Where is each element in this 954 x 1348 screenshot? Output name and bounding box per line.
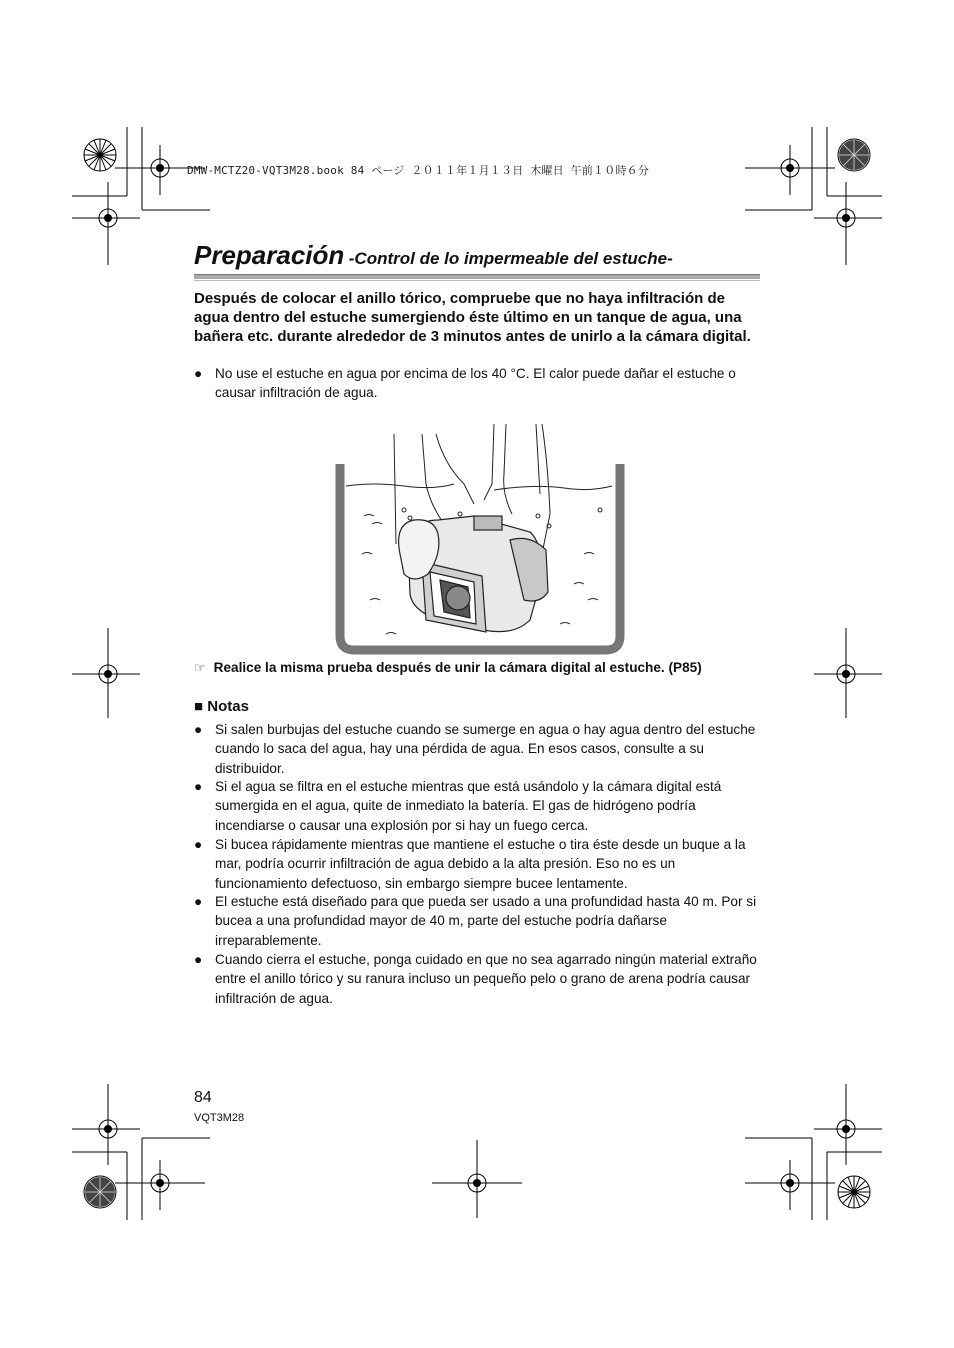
document-code: VQT3M28 <box>194 1112 245 1124</box>
bullet-icon: ● <box>194 779 203 794</box>
water-tank-illustration <box>334 424 624 656</box>
page-number: 84 <box>194 1089 212 1106</box>
notes-heading-text: Notas <box>207 698 249 715</box>
note-text: Si bucea rápidamente mientras que mantiene el estuche o tira éste desde un buque a la mar, podría ocurrir infiltración de agua debido a la alta presión. Eso no es un funcionamiento defectuoso, sin embargo siempre bucee lentamente. <box>215 837 746 891</box>
bullet-text: No use el estuche en agua por encima de los 40 °C. El calor puede dañar el estuche o causar infiltración de agua. <box>215 366 736 401</box>
list-item <box>194 892 764 950</box>
square-bullet-icon: ■ <box>194 698 204 715</box>
notes-heading <box>194 698 249 715</box>
lead-paragraph: Después de colocar el anillo tórico, compruebe que no haya infiltración de agua dentro del estuche sumergiendo éste último en un tanque de agua, una bañera etc. durante alrededor de 3 minutos antes de unirlo a la cámara digital. <box>194 290 751 345</box>
bullet-icon: ● <box>194 722 203 737</box>
note-text: Si el agua se filtra en el estuche mientras que está usándolo y la cámara digital está sumergida en el agua, quite de inmediato la batería. El gas de hidrógeno podría incendiarse o causar una explosión por si hay un fuego cerca. <box>215 779 722 833</box>
bullet-icon: ● <box>194 952 203 967</box>
reference-note <box>194 660 702 676</box>
title-rule-thin <box>194 280 760 281</box>
note-text: El estuche está diseñado para que pueda ser usado a una profundidad hasta 40 m. Por si bucea a una profundidad mayor de 40 m, parte del estuche podría dañarse irreparablemente. <box>215 894 757 948</box>
note-text: Cuando cierra el estuche, ponga cuidado en que no sea agarrado ningún material extraño entre el anillo tórico y su ranura incluso un pequeño pelo o grano de arena podría causar infiltración de agua. <box>215 952 757 1006</box>
page-title <box>194 240 673 271</box>
bullet-icon: ● <box>194 894 203 909</box>
note-text: Si salen burbujas del estuche cuando se sumerge en agua o hay agua dentro del estuche cuando lo saca del agua, hay una pérdida de agua. En esos casos, consulte a su distribuidor. <box>215 722 756 776</box>
list-item <box>194 777 764 835</box>
print-header: DMW-MCTZ20-VQT3M28.book 84 ページ ２０１１年１月１３日 木曜日 午前１０時６分 <box>187 164 650 177</box>
title-rule <box>194 274 760 279</box>
list-item <box>194 720 764 778</box>
list-item <box>194 835 764 893</box>
reference-text: Realice la misma prueba después de unir la cámara digital al estuche. (P85) <box>213 660 702 675</box>
list-item <box>194 364 764 403</box>
bullet-icon: ● <box>194 837 203 852</box>
title-subtitle: -Control de lo impermeable del estuche- <box>348 249 673 268</box>
pointing-hand-icon: ☞ <box>194 660 206 675</box>
list-item <box>194 950 764 1008</box>
bullet-icon: ● <box>194 366 203 381</box>
title-main: Preparación <box>194 240 345 270</box>
